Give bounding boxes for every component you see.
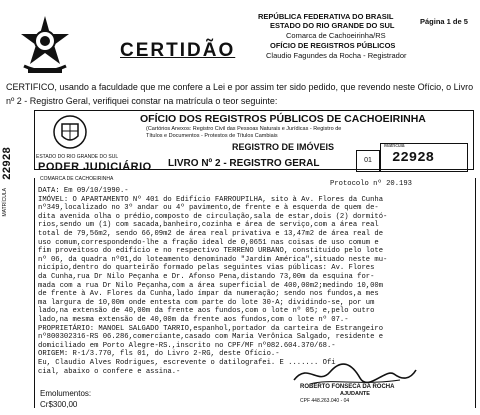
signer-name: ROBERTO FONSECA DA ROCHA (300, 384, 395, 390)
office-subtitle-1: (Cartórios Anexos: Registro Civil das Pessoas Naturais e Jurídicas - Registro de (146, 126, 342, 132)
matricula-text-line: nicípio,dentro do quarteirão formado pelas seguintes vias públicas: Av. Flores (38, 264, 375, 273)
side-matricula-number: 22928 (2, 146, 14, 180)
matricula-text-line: domiciliado em Porto Alegre-RS.,inscrito no CPF/MF nº082.604.370/68.- (38, 341, 336, 350)
comarca-label: Comarca de Cachoeirinha/RS (286, 31, 386, 40)
matricula-text-line: nº349,localizado no 3º andar ou 4º pavimento,de frente e à esquerda de quem de- (38, 204, 379, 213)
matricula-number: 22928 (392, 150, 435, 166)
state-label: ESTADO DO RIO GRANDE DO SUL (270, 21, 395, 30)
brazil-coat-of-arms-icon (14, 14, 76, 76)
matricula-text-line: nº 06, da quadra nº01,do loteamento denominado "Jardim América",situado neste mu- (38, 255, 388, 264)
sheet-number-box: 01 (356, 150, 380, 172)
intro-text-line-1: CERTIFICO, usando a faculdade que me confere a Lei e por assim ter sido pedido, que revendo neste Ofício, o Livro (6, 82, 474, 92)
pj-comarca-label: COMARCA DE CACHOEIRINHA (40, 176, 114, 182)
pj-state-label: ESTADO DO RIO GRANDE DO SUL (36, 154, 119, 160)
document-title: CERTIDÃO (120, 40, 236, 61)
registro-imoveis-label: REGISTRO DE IMÓVEIS (232, 142, 335, 152)
side-matricula-label: MATRÍCULA (2, 188, 8, 217)
matricula-text-line: Eu, Claudio Alves Rodrigues, escrevente o datilografei. E ....... Ofi (38, 359, 336, 367)
signer-role: AJUDANTE (340, 391, 370, 397)
office-label: OFÍCIO DE REGISTROS PÚBLICOS (270, 41, 396, 50)
matricula-text-line: lado,na extensão de 40,00m da frente aos fundos,com o lote nº 05; e,pelo outro (38, 307, 375, 316)
matricula-text-line: ORIGEM: R-1/3.770, fls 01, do Livro 2-RG, deste Ofício.- (38, 350, 280, 359)
matricula-text-line: ma largura de 10,00m onde entesta com parte do lote 30-A; dividindo-se, por um (38, 298, 375, 307)
intro-text-line-2: nº 2 - Registro Geral, verifiquei constar na matrícula o teor seguinte: (6, 96, 278, 106)
matricula-text-line: DATA: Em 09/10/1990.- (38, 187, 129, 195)
poder-judiciario-label: PODER JUDICIÁRIO (38, 161, 152, 173)
page-number: Página 1 de 5 (420, 17, 468, 26)
matricula-text-line: mada com a rua Dr Nilo Peçanha,com a área superficial de 400,00m2;medindo 10,00m (38, 281, 384, 290)
matricula-text-line: lado,na mesma extensão de 40,00m da frente aos fundos,com o lote nº 07.- (38, 316, 349, 324)
rs-state-seal-icon (52, 114, 88, 150)
matricula-text-line: IMÓVEL: O APARTAMENTO Nº 401 do Edifício FARROUPILHA, sito à Av. Flores da Cunha (38, 195, 384, 204)
livro-label: LIVRO Nº 2 - REGISTRO GERAL (168, 158, 320, 169)
matricula-text-line: dita avenida olha o prédio,composto de circulação,sala de estar,dois (2) dormitó- (38, 212, 388, 221)
republic-label: REPÚBLICA FEDERATIVA DO BRASIL (258, 12, 394, 21)
signer-cpf: CPF 448.263.040 - 04 (300, 398, 350, 404)
protocol-number: Protocolo nº 20.193 (330, 180, 412, 188)
matricula-text-line: de frente à Av. Flores da Cunha,lado ímpar da numeração; sendo nos fundos,a mes (38, 290, 379, 299)
matricula-text-line: nº800302316-RS 06.286,comerciante,casado com Maria Verônica Salgado, residente e (38, 333, 384, 342)
office-title: OFÍCIO DOS REGISTROS PÚBLICOS DE CACHOEIRINHA (140, 113, 426, 125)
matricula-text-line: fim proveitoso do edifício e no respectivo TERRENO URBANO, constituído pelo lote (38, 247, 384, 256)
emolumentos-value: Cr$300,00 (40, 400, 78, 409)
matricula-text-line: rios,sendo um (1) com sacada,banheiro,cozinha e área de serviço,com a área real (38, 221, 379, 230)
emolumentos-label: Emolumentos: (40, 389, 92, 398)
registrar-label: Claudio Fagundes da Rocha - Registrador (266, 51, 407, 60)
matricula-text-line: total de 79,56m2, sendo 66,09m2 de área real privativa e 13,47m2 de área real de (38, 230, 384, 238)
matricula-label: Matrícula (384, 143, 405, 149)
matricula-text-line: PROPRIETÁRIO: MANOEL SALGADO TARRIO,espanhol,portador da carteira de Estrangeiro (38, 324, 384, 333)
matricula-text-line: cial, abaixo o confere e assina.- (38, 367, 181, 376)
matricula-text-line: da Cunha,rua Dr Nilo Peçanha e Dr. Afonso Pena,distando 73,00m da esquina for- (38, 273, 375, 281)
matricula-text-line: uso comum,correspondendo-lhe a fração ideal de 0,0651 nas coisas de uso comum e (38, 238, 379, 247)
office-subtitle-2: Títulos e Documentos - Protestos de Títulos Cambiais (146, 133, 278, 139)
